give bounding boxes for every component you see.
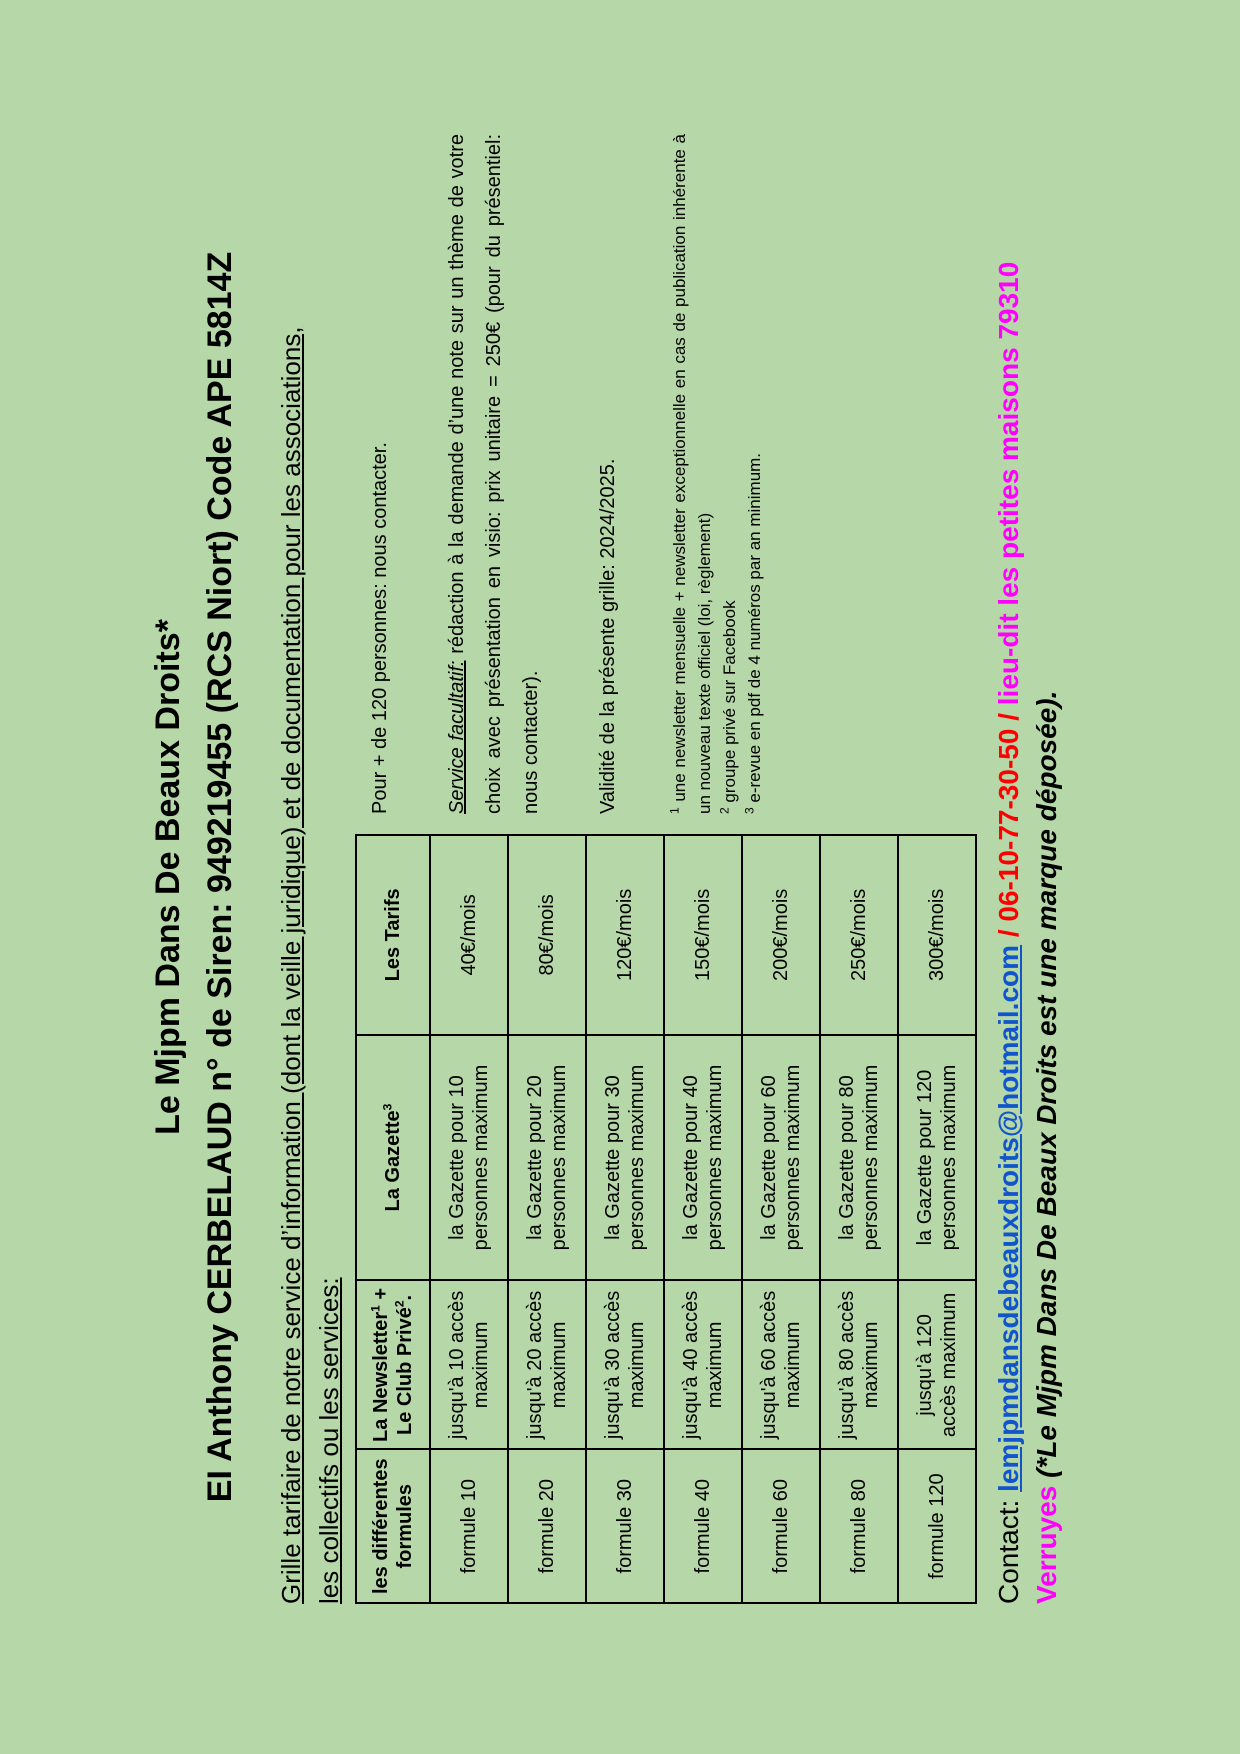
cell-gazette: la Gazette pour 40 personnes maximum: [664, 1035, 742, 1281]
footnote-3: $^3$ e-revue en pdf de 4 numéros par an minimum.: [742, 452, 764, 814]
intro-text: Grille tarifaire de notre service d’information (dont la veille juridique) et de documentation pour les associations, les collectifs ou les services:: [276, 326, 344, 1604]
cell-formule: formule 30: [586, 1449, 664, 1603]
notes-panel: [362, 134, 767, 814]
page-title: Le Mjpm Dans De Beaux Droits*: [149, 619, 187, 1135]
service-label: Service facultatif:: [446, 660, 468, 814]
cell-acces: jusqu'à 30 accès maximum: [586, 1280, 664, 1449]
header-newsletter: La Newsletter$^1$ + Le Club Privé$^2$.: [356, 1280, 430, 1449]
cell-formule: formule 20: [508, 1449, 586, 1603]
cell-acces: jusqu'à 10 accès maximum: [430, 1280, 508, 1449]
table-row: [508, 835, 586, 1603]
cell-gazette: la Gazette pour 120 personnes maximum: [898, 1035, 976, 1281]
table-header-row: [356, 835, 430, 1603]
trademark-note: (*Le Mjpm Dans De Beaux Droits est une marque déposée).: [1031, 690, 1062, 1486]
footnote-2: $^2$ groupe privé sur Facebook: [717, 600, 739, 814]
table-row: [586, 835, 664, 1603]
cell-formule: formule 120: [898, 1449, 976, 1603]
table-row: [898, 835, 976, 1603]
cell-gazette: la Gazette pour 10 personnes maximum: [430, 1035, 508, 1281]
cell-formule: formule 10: [430, 1449, 508, 1603]
table-row: [664, 835, 742, 1603]
contact-address: lieu-dit les petites maisons 79310 Verruyes: [993, 261, 1062, 1604]
cell-formule: formule 60: [742, 1449, 820, 1603]
header-gazette: La Gazette$^3$: [356, 1035, 430, 1281]
table-row: [430, 835, 508, 1603]
cell-acces: jusqu'à 80 accès maximum: [820, 1280, 898, 1449]
contact-email-link[interactable]: lemjpmdansdebeauxdroits@hotmail.com: [993, 944, 1024, 1492]
header-tarifs: Les Tarifs: [356, 835, 430, 1035]
cell-acces: jusqu'à 40 accès maximum: [664, 1280, 742, 1449]
cell-gazette: la Gazette pour 30 personnes maximum: [586, 1035, 664, 1281]
cell-tarif: 120€/mois: [586, 835, 664, 1035]
contact-phone: 06-10-77-30-50: [993, 728, 1024, 922]
cell-tarif: 80€/mois: [508, 835, 586, 1035]
cell-tarif: 250€/mois: [820, 835, 898, 1035]
contact-block: Contact: lemjpmdansdebeauxdroits@hotmail.com / 06-10-77-30-50 / lieu-dit les petites maisons 79310 Verruyes (*Le Mjpm Dans De Beaux Droits est une marque déposée).: [993, 261, 1062, 1604]
contact-label: Contact:: [993, 1491, 1024, 1604]
pricing-table: [355, 834, 977, 1604]
cell-gazette: la Gazette pour 80 personnes maximum: [820, 1035, 898, 1281]
service-text: rédaction à la demande d’une note sur un thème de votre choix avec présentation en visio: prix unitaire = 250€ (pour du présentiel: nous contacter).: [446, 133, 542, 814]
note-over-120: Pour + de 120 personnes: nous contacter.: [369, 442, 391, 814]
note-validity: Validité de la présente grille: 2024/2025.: [597, 458, 619, 814]
table-row: [742, 835, 820, 1603]
note-service: [439, 134, 550, 814]
footnote-1: $^1$ une newsletter mensuelle + newsletter exceptionnelle en cas de publication inhérente à un nouveau texte officiel (loi, règlement): [667, 134, 714, 814]
cell-formule: formule 40: [664, 1449, 742, 1603]
cell-gazette: la Gazette pour 20 personnes maximum: [508, 1035, 586, 1281]
cell-acces: jusqu'à 120 accès maximum: [898, 1280, 976, 1449]
cell-tarif: 150€/mois: [664, 835, 742, 1035]
table-row: [820, 835, 898, 1603]
cell-gazette: la Gazette pour 60 personnes maximum: [742, 1035, 820, 1281]
cell-tarif: 200€/mois: [742, 835, 820, 1035]
cell-tarif: 40€/mois: [430, 835, 508, 1035]
cell-tarif: 300€/mois: [898, 835, 976, 1035]
header-formules: les différentes formules: [356, 1449, 430, 1603]
page-subtitle: EI Anthony CERBELAUD n° de Siren: 949219455 (RCS Niort) Code APE 5814Z: [201, 251, 239, 1503]
cell-acces: jusqu'à 60 accès maximum: [742, 1280, 820, 1449]
cell-acces: jusqu'à 20 accès maximum: [508, 1280, 586, 1449]
cell-formule: formule 80: [820, 1449, 898, 1603]
